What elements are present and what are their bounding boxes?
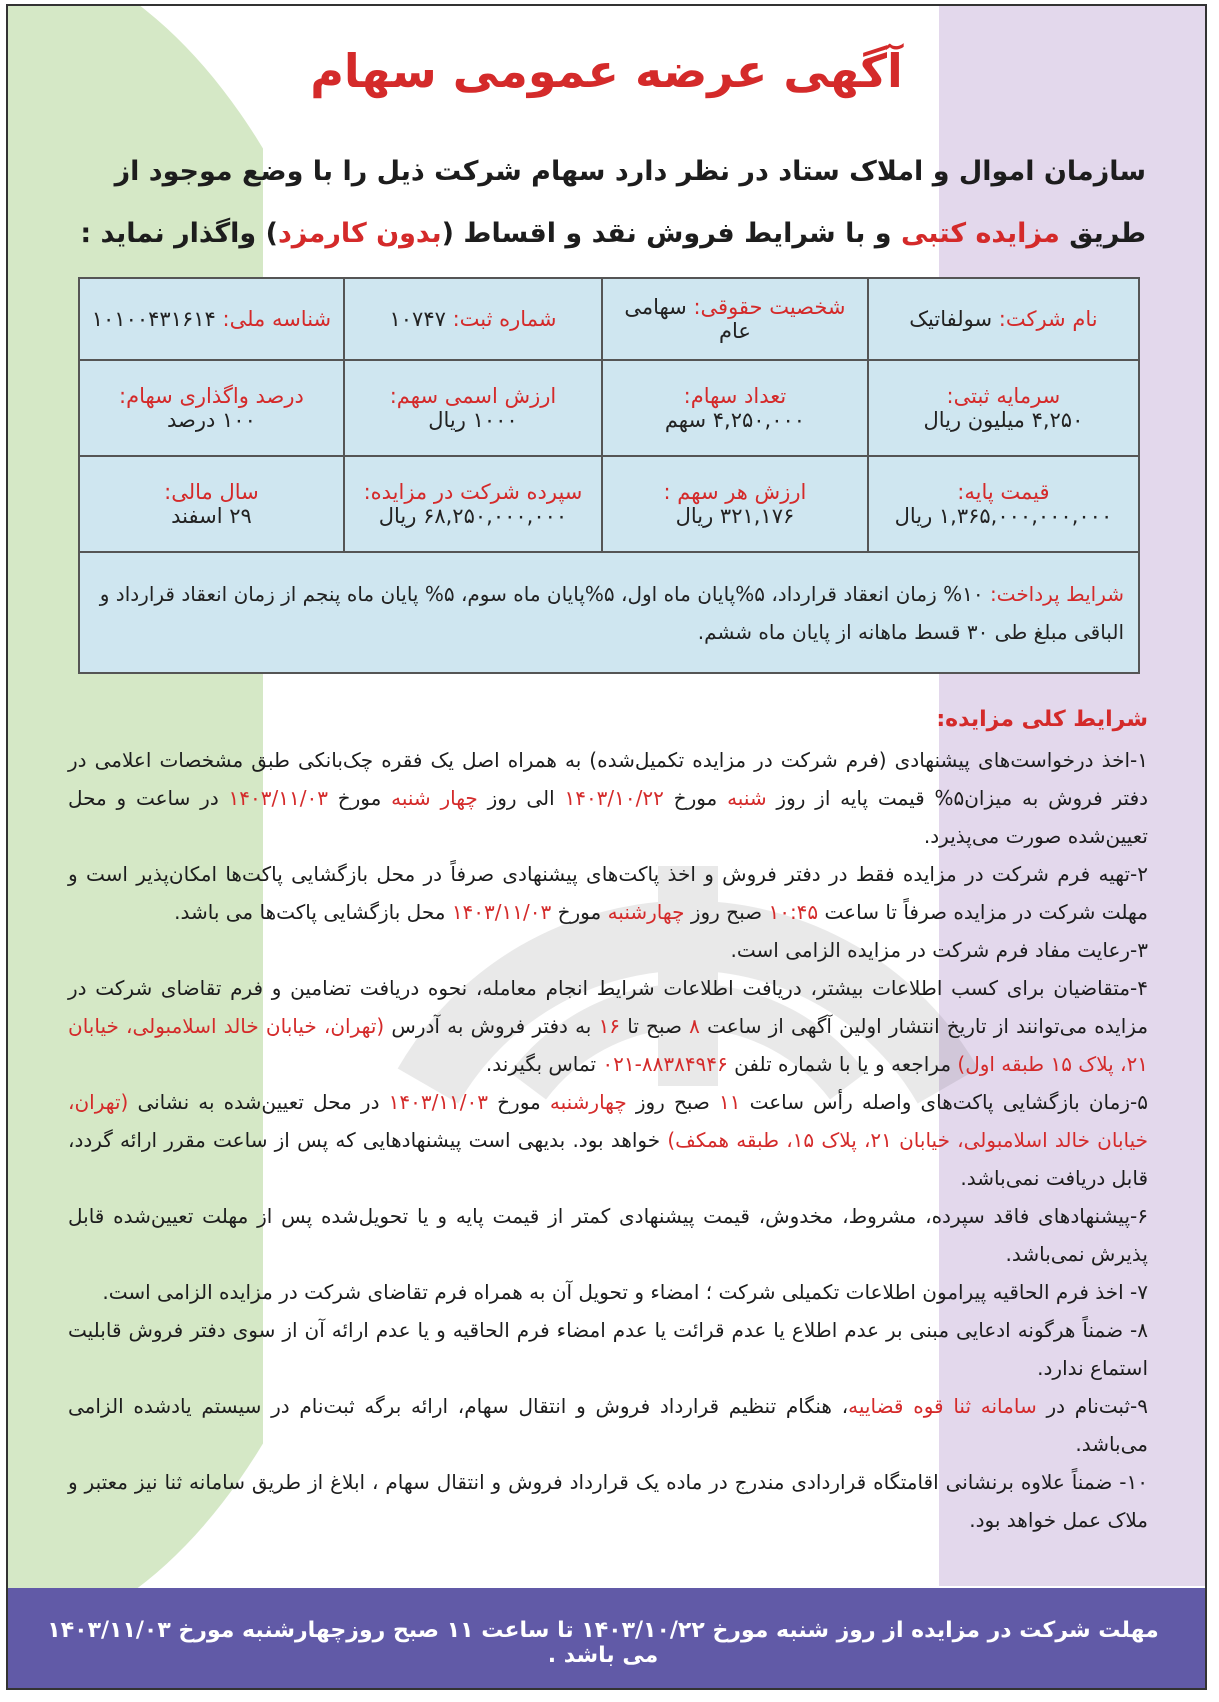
intro-highlight-nofee: بدون کارمزد — [277, 218, 442, 249]
page-title: آگهی عرضه عمومی سهام — [310, 44, 903, 98]
percent-value: ۱۰۰ درصد — [167, 408, 256, 432]
condition-highlight: ۱۱ — [718, 1090, 741, 1114]
condition-text: به دفتر فروش به آدرس — [391, 1014, 592, 1038]
condition-3: ۳-رعایت مفاد فرم شرکت در مزایده الزامی است. — [730, 938, 1148, 962]
nominal-value: ۱۰۰۰ ریال — [428, 408, 518, 432]
national-id-cell — [79, 278, 344, 360]
condition-4 — [68, 969, 1148, 1083]
condition-highlight: ۱۴۰۳/۱۱/۰۳ — [228, 786, 328, 810]
percent-label: درصد واگذاری سهام: — [119, 384, 304, 408]
shares-label: تعداد سهام: — [683, 384, 787, 408]
condition-5 — [68, 1083, 1148, 1197]
condition-6: ۶-پیشنهادهای فاقد سپرده، مشروط، مخدوش، قیمت پیشنهادی کمتر از قیمت پایه و یا تحویل‌شده پس از مهلت تعیین‌شده قابل پذیرش نمی‌باشد. — [68, 1204, 1148, 1266]
shares-cell — [602, 360, 868, 456]
percent-cell — [79, 360, 344, 456]
registration-value: ۱۰۷۴۷ — [389, 307, 446, 331]
per-share-value: ۳۲۱,۱۷۶ ریال — [675, 504, 795, 528]
condition-text: ، هنگام تنظیم قرارداد فروش و انتقال سهام، ارائه برگه ثبت‌نام در سیستم یادشده الزامی می‌باشد. — [68, 1394, 1148, 1456]
condition-8: ۸- ضمناً هرگونه ادعایی مبنی بر عدم اطلاع یا عدم قرائت یا عدم امضاء فرم الحاقیه و یا عدم ارائه آن از سوی دفتر فروش قابلیت استماع ندارد. — [68, 1318, 1148, 1380]
condition-text: مراجعه و یا با شماره تلفن — [734, 1052, 952, 1076]
condition-highlight: چهارشنبه — [549, 1090, 627, 1114]
intro-part3: ) واگذار نماید : — [80, 218, 278, 249]
capital-label: سرمایه ثبتی: — [946, 384, 1061, 408]
intro-part2: و با شرایط فروش نقد و اقساط ( — [441, 218, 892, 249]
footer-banner — [8, 1588, 1205, 1688]
fiscal-cell — [79, 456, 344, 552]
condition-text: ۵-زمان بازگشایی پاکت‌های واصله رأس ساعت — [749, 1090, 1148, 1114]
shares-value: ۴,۲۵۰,۰۰۰ سهم — [664, 408, 806, 432]
condition-highlight: شنبه — [727, 786, 767, 810]
condition-text: الی روز — [487, 786, 555, 810]
condition-text: صبح تا — [627, 1014, 682, 1038]
condition-highlight: ۱۴۰۳/۱۱/۰۳ — [388, 1090, 489, 1114]
company-info-table — [78, 277, 1140, 674]
payment-terms-label: شرایط پرداخت: — [989, 581, 1124, 606]
nominal-label: ارزش اسمی سهم: — [389, 384, 557, 408]
base-price-cell — [868, 456, 1139, 552]
base-price-label: قیمت پایه: — [957, 480, 1050, 504]
condition-2 — [68, 855, 1148, 931]
condition-highlight: (تهران، خیابان خالد اسلامبولی، خیابان ۲۱، پلاک ۱۵ طبقه اول) — [68, 1014, 1148, 1076]
payment-terms-value: ۱۰% زمان انعقاد قرارداد، ۵%پایان ماه اول، ۵%پایان ماه سوم، ۵% پایان ماه پنجم از زمان انعقاد قرارداد و الباقی مبلغ طی ۳۰ قسط ماهانه از پایان ماه ششم. — [99, 581, 1124, 644]
fiscal-value: ۲۹ اسفند — [171, 504, 252, 528]
condition-7: ۷- اخذ فرم الحاقیه پیرامون اطلاعات تکمیلی شرکت ؛ امضاء و تحویل آن به همراه فرم تقاضای شرکت در مزایده الزامی است. — [102, 1280, 1148, 1304]
condition-highlight: ۱۰:۴۵ — [768, 900, 819, 924]
condition-text: خواهد بود. بدیهی است پیشنهادهایی که پس از ساعت مقرر ارائه گردد، قابل دریافت نمی‌باشد. — [68, 1128, 1148, 1190]
footer-deadline-text: مهلت شرکت در مزایده از روز شنبه مورخ ۱۴۰۳/۱۰/۲۲ تا ساعت ۱۱ صبح روزچهارشنبه مورخ ۱۴۰۳/۱۱/۰۳ می باشد . — [47, 1618, 1159, 1668]
condition-10: ۱۰- ضمناً علاوه برنشانی اقامتگاه قراردادی مندرج در ماده یک قرارداد فروش و انتقال سهام ، ابلاغ از طریق سامانه ثنا نیز معتبر و ملاک عمل خواهد بود. — [68, 1470, 1148, 1532]
capital-value: ۴,۲۵۰ میلیون ریال — [923, 408, 1084, 432]
conditions-title: شرایط کلی مزایده: — [936, 707, 1148, 732]
condition-text: ۱-اخذ درخواست‌های پیشنهادی (فرم شرکت در مزایده تکمیل‌شده) به همراه اصل یک فقره چک‌بانکی طبق مشخصات اعلامی در دفتر فروش به میزان۵% قیمت پایه از روز — [68, 748, 1149, 810]
general-conditions — [68, 701, 1148, 1539]
table-row — [79, 456, 1139, 552]
condition-text: صبح روز — [635, 1090, 710, 1114]
condition-text: صبح روز — [690, 900, 763, 924]
condition-text: مورخ — [497, 1090, 541, 1114]
condition-highlight: ۱۶ — [598, 1014, 621, 1038]
per-share-cell — [602, 456, 868, 552]
condition-highlight: ۸۸۳۸۴۹۴۶-۰۲۱ — [602, 1052, 728, 1076]
condition-text: در ساعت و محل تعیین‌شده صورت می‌پذیرد. — [68, 786, 1148, 848]
deposit-cell — [344, 456, 602, 552]
condition-text: تماس بگیرند. — [485, 1052, 597, 1076]
base-price-value: ۱,۳۶۵,۰۰۰,۰۰۰,۰۰۰ ریال — [894, 504, 1113, 528]
table-row — [79, 552, 1139, 673]
condition-text: ۴-متقاضیان برای کسب اطلاعات بیشتر، دریافت اطلاعات شرایط انجام معامله، نحوه دریافت تضامین و فرم تقاضای شرکت در مزایده می‌توانند از تاریخ انتشار اولین آگهی از ساعت — [68, 976, 1149, 1038]
national-id-label: شناسه ملی: — [222, 307, 332, 331]
ad-frame — [6, 4, 1207, 1690]
table-row — [79, 360, 1139, 456]
condition-9 — [68, 1387, 1148, 1463]
condition-text: محل بازگشایی پاکت‌ها می باشد. — [174, 900, 446, 924]
intro-part1: سازمان اموال و املاک ستاد در نظر دارد سهام شرکت ذیل را با وضع موجود از طریق — [114, 156, 1146, 249]
intro-paragraph — [66, 141, 1146, 265]
condition-text: ۲-تهیه فرم شرکت در مزایده فقط در دفتر فروش و اخذ پاکت‌های پیشنهادی صرفاً در محل بازگشایی پاکت‌ها امکان‌پذیر است و مهلت شرکت در مزایده صرفاً تا ساعت — [68, 862, 1148, 924]
entity-value: سهامی عام — [624, 295, 751, 343]
condition-text: مورخ — [557, 900, 602, 924]
condition-highlight: سامانه ثنا قوه قضاییه — [848, 1394, 1037, 1418]
fiscal-label: سال مالی: — [164, 480, 259, 504]
condition-highlight: ۱۴۰۳/۱۱/۰۳ — [451, 900, 552, 924]
condition-highlight: ۱۴۰۳/۱۰/۲۲ — [564, 786, 664, 810]
payment-terms-cell — [79, 552, 1139, 673]
capital-cell — [868, 360, 1139, 456]
company-name-label: نام شرکت: — [998, 307, 1098, 331]
company-name-cell — [868, 278, 1139, 360]
entity-label: شخصیت حقوقی: — [693, 295, 846, 319]
table-row — [79, 278, 1139, 360]
company-name-value: سولفاتیک — [909, 307, 993, 331]
condition-highlight: ۸ — [689, 1014, 700, 1038]
condition-highlight: چهار شنبه — [391, 786, 478, 810]
condition-highlight: چهارشنبه — [607, 900, 685, 924]
nominal-cell — [344, 360, 602, 456]
condition-highlight: (تهران، خیابان خالد اسلامبولی، خیابان ۲۱، پلاک ۱۵، طبقه همکف) — [68, 1090, 1149, 1152]
deposit-value: ۶۸,۲۵۰,۰۰۰,۰۰۰ ریال — [378, 504, 568, 528]
intro-highlight-auction: مزایده کتبی — [900, 218, 1060, 249]
deposit-label: سپرده شرکت در مزایده: — [363, 480, 583, 504]
entity-cell — [602, 278, 868, 360]
registration-cell — [344, 278, 602, 360]
condition-1 — [68, 741, 1148, 855]
condition-text: مورخ — [337, 786, 382, 810]
condition-text: مورخ — [673, 786, 718, 810]
per-share-label: ارزش هر سهم : — [663, 480, 807, 504]
registration-label: شماره ثبت: — [452, 307, 557, 331]
national-id-value: ۱۰۱۰۰۴۳۱۶۱۴ — [91, 307, 216, 331]
condition-text: ۹-ثبت‌نام در — [1046, 1394, 1149, 1418]
condition-text: در محل تعیین‌شده به نشانی — [137, 1090, 380, 1114]
